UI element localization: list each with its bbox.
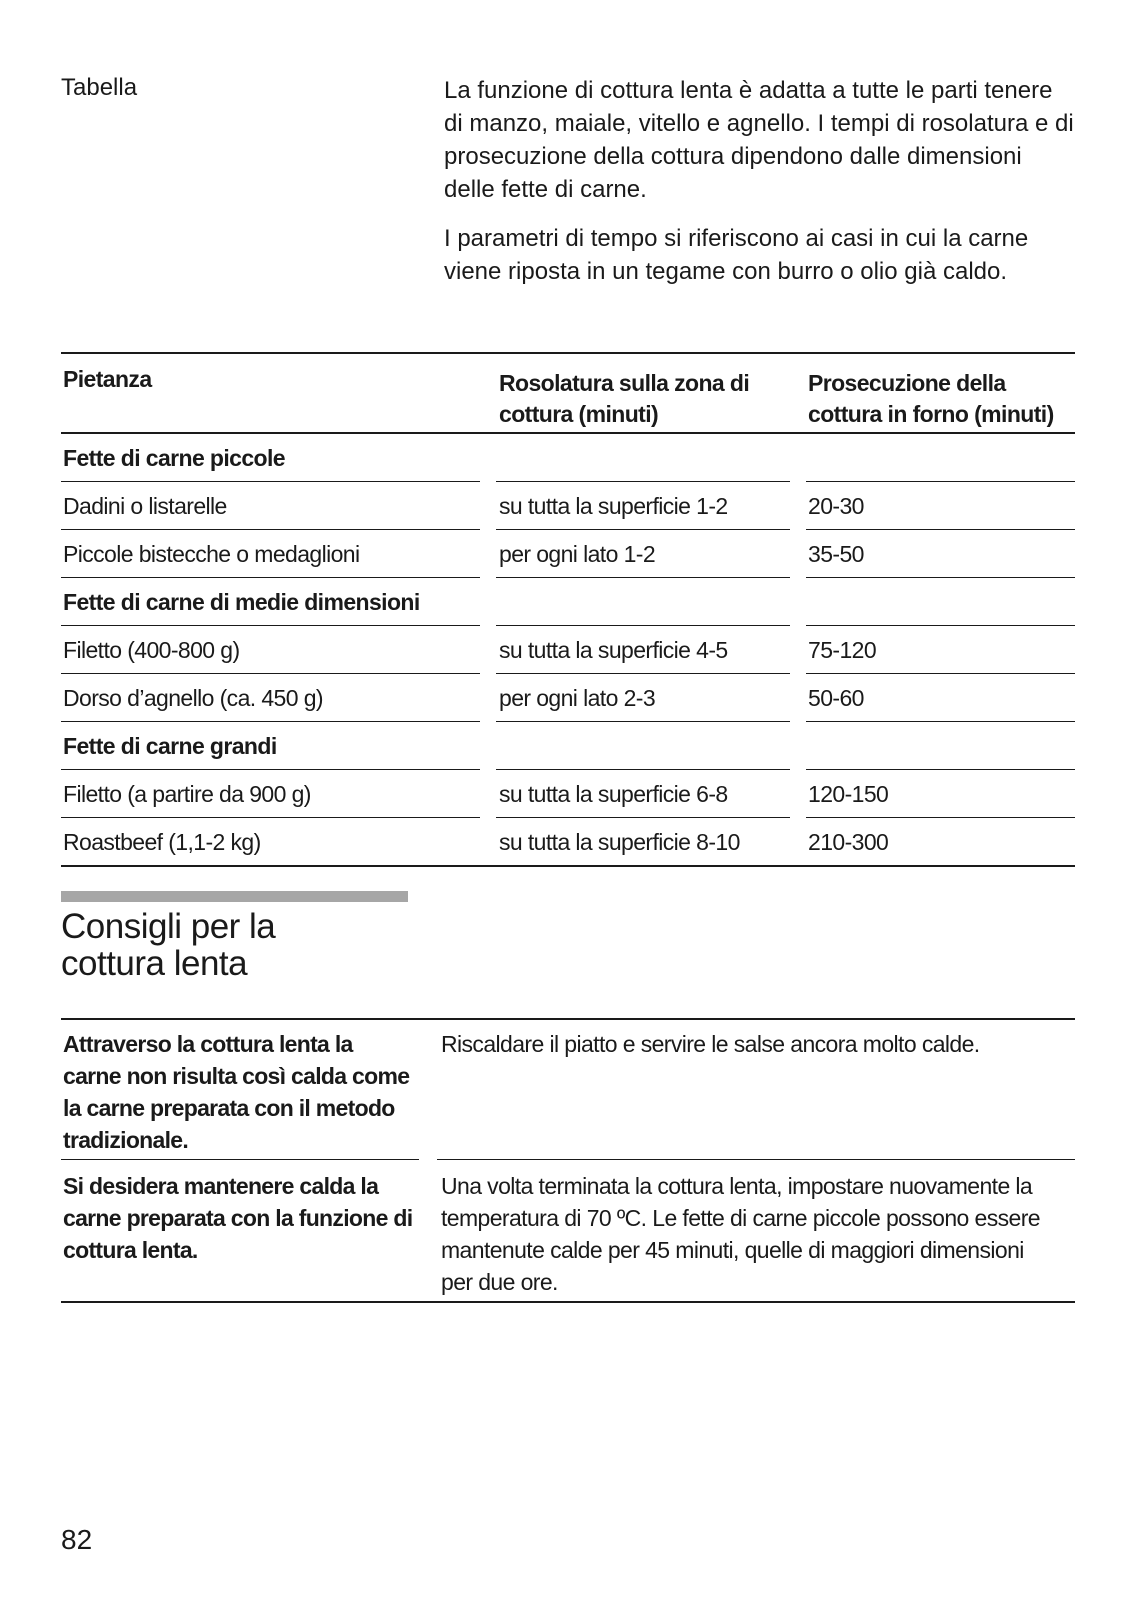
header-browning-line: cottura (minuti): [499, 401, 659, 427]
table-body: [61, 434, 1075, 865]
tip-answer-line: mantenute calde per 45 minuti, quelle di maggiori dimensioni: [441, 1237, 1024, 1263]
tip-question-line: la carne preparata con il metodo: [63, 1095, 395, 1121]
table-group-row: [61, 434, 1075, 481]
oven-time-cell: 50-60: [808, 684, 864, 711]
dish-cell: Dadini o listarelle: [63, 492, 227, 519]
tips-bottom-rule: [61, 1301, 1075, 1303]
browning-cell: su tutta la superficie 8-10: [499, 828, 740, 855]
intro-paragraph: I parametri di tempo si riferiscono ai casi in cui la carne viene riposta in un tegame con burro o olio già caldo.: [444, 225, 1029, 285]
tip-separator-left: [61, 1159, 419, 1160]
browning-cell: per ogni lato 1-2: [499, 540, 656, 567]
header-browning-line: Rosolatura sulla zona di: [499, 370, 750, 396]
intro-text: [444, 74, 1076, 288]
cooking-times-table: [61, 352, 1075, 867]
header-browning: [496, 364, 805, 430]
dish-cell: Dorso d’agnello (ca. 450 g): [63, 684, 323, 711]
dish-cell: Roastbeef (1,1-2 kg): [63, 828, 261, 855]
tip-separator: [61, 1159, 1075, 1160]
tips-table: [61, 1018, 1075, 1303]
tip-question-line: tradizionale.: [63, 1127, 189, 1153]
header-dish-label: Pietanza: [63, 366, 152, 392]
tip-answer-line: temperatura di 70 ºC. Le fette di carne piccole possono essere: [441, 1205, 1040, 1231]
dish-cell: Filetto (400-800 g): [63, 636, 240, 663]
section-title-line: cottura lenta: [61, 944, 248, 983]
header-dish: [61, 364, 480, 395]
tip-question: [61, 1028, 419, 1156]
tip-separator-right: [437, 1159, 1075, 1160]
page-number: 82: [61, 1524, 93, 1555]
dish-cell: Filetto (a partire da 900 g): [63, 780, 311, 807]
section-title-line: Consigli per la: [61, 907, 276, 946]
header-oven: [805, 364, 1075, 430]
tip-question: [61, 1170, 419, 1266]
tip-question-line: carne preparata con la funzione di: [63, 1205, 413, 1231]
header-oven-line: Prosecuzione della: [808, 370, 1006, 396]
tip-question-line: Attraverso la cottura lenta la: [63, 1031, 353, 1057]
table-row: [61, 818, 1075, 865]
section-heading-bar: [61, 891, 408, 902]
dish-cell: Piccole bistecche o medaglioni: [63, 540, 360, 567]
tip-answer: [439, 1028, 1075, 1060]
tip-question-line: cottura lenta.: [63, 1237, 198, 1263]
tip-row: [61, 1020, 1075, 1159]
table-header-row: [61, 354, 1075, 432]
dish-cell: Fette di carne piccole: [63, 444, 285, 471]
tip-answer-line: Una volta terminata la cottura lenta, impostare nuovamente la: [441, 1173, 1033, 1199]
table-group-row: [61, 722, 1075, 769]
oven-time-cell: 210-300: [808, 828, 889, 855]
tip-question-line: Si desidera mantenere calda la: [63, 1173, 379, 1199]
table-group-row: [61, 578, 1075, 625]
browning-cell: su tutta la superficie 1-2: [499, 492, 728, 519]
dish-cell: Fette di carne di medie dimensioni: [63, 588, 420, 615]
table-section-label: Tabella: [61, 74, 138, 101]
intro-paragraph: La funzione di cottura lenta è adatta a tutte le parti tenere di manzo, maiale, vitello e agnello. I tempi di rosolatura e di prosecuzione della cottura dipendono dalle dimensioni delle fette di carne.: [444, 77, 1074, 203]
tip-question-line: carne non risulta così calda come: [63, 1063, 410, 1089]
table-bottom-rule: [61, 865, 1075, 867]
browning-cell: su tutta la superficie 6-8: [499, 780, 728, 807]
table-row: [61, 674, 1075, 721]
oven-time-cell: 20-30: [808, 492, 864, 519]
table-row: [61, 530, 1075, 577]
tip-answer-line: Riscaldare il piatto e servire le salse ancora molto calde.: [441, 1031, 980, 1057]
oven-time-cell: 75-120: [808, 636, 877, 663]
tip-answer-line: per due ore.: [441, 1269, 558, 1295]
browning-cell: per ogni lato 2-3: [499, 684, 656, 711]
table-row: [61, 770, 1075, 817]
oven-time-cell: 120-150: [808, 780, 889, 807]
tip-answer: [439, 1170, 1075, 1298]
oven-time-cell: 35-50: [808, 540, 864, 567]
browning-cell: su tutta la superficie 4-5: [499, 636, 728, 663]
header-oven-line: cottura in forno (minuti): [808, 401, 1054, 427]
table-row: [61, 626, 1075, 673]
tip-row: [61, 1160, 1075, 1301]
section-title: [61, 908, 461, 982]
dish-cell: Fette di carne grandi: [63, 732, 277, 759]
table-row: [61, 482, 1075, 529]
